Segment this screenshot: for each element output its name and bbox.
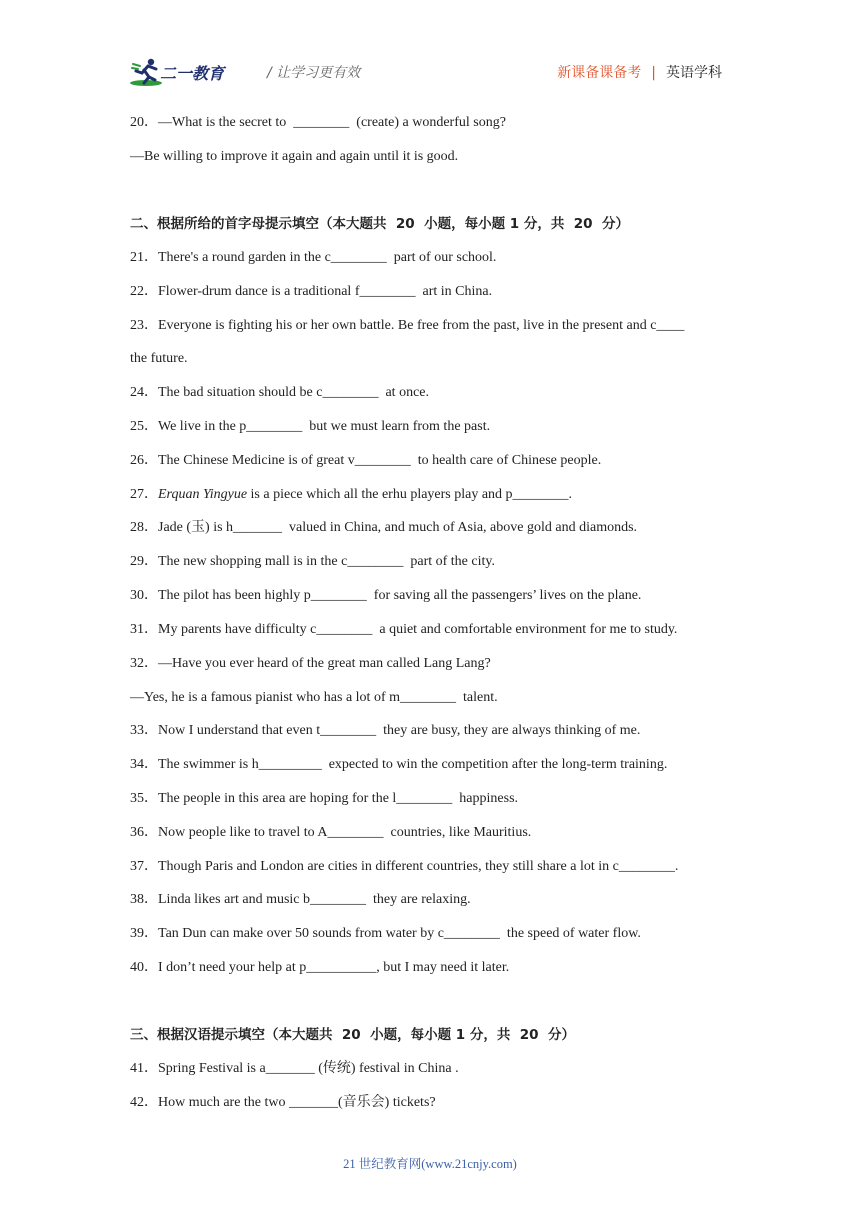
- question-line: 37．Though Paris and London are cities in different countries, they still share a lot in c________.: [130, 859, 679, 874]
- question-line: 20．—What is the secret to ________ (create) a wonderful song?: [130, 115, 506, 130]
- question-line: 32．—Have you ever heard of the great man called Lang Lang?: [130, 656, 491, 671]
- question-line: 41．Spring Festival is a_______ (传统) festival in China .: [130, 1061, 459, 1076]
- page-header: [130, 52, 730, 92]
- question-line: 22．Flower-drum dance is a traditional f________ art in China.: [130, 284, 493, 299]
- question-line: 35．The people in this area are hoping for the l________ happiness.: [130, 791, 519, 806]
- question-line: 33．Now I understand that even t________ they are busy, they are always thinking of me.: [130, 723, 641, 738]
- question-line: —Be willing to improve it again and again until it is good.: [130, 149, 459, 164]
- question-line: 31．My parents have difficulty c________ a quiet and comfortable environment for me to study.: [130, 622, 678, 637]
- question-line: 28．Jade (玉) is h_______ valued in China, and much of Asia, above gold and diamonds.: [130, 520, 638, 535]
- question-line: 39．Tan Dun can make over 50 sounds from water by c________ the speed of water flow.: [130, 926, 641, 941]
- logo-text: 二一教育: [160, 64, 225, 83]
- question-line: 23．Everyone is fighting his or her own battle. Be free from the past, live in the present and c____: [130, 318, 685, 333]
- runner-logo-icon: [130, 56, 242, 88]
- section-heading: 三、根据汉语提示填空（本大题共 20 小题，每小题 1 分，共 20 分）: [130, 1027, 575, 1043]
- question-line: —Yes, he is a famous pianist who has a lot of m________ talent.: [130, 690, 498, 705]
- header-tagline: 新课备课备考: [557, 65, 642, 81]
- question-line: 26．The Chinese Medicine is of great v________ to health care of Chinese people.: [130, 453, 602, 468]
- question-line: 34．The swimmer is h_________ expected to win the competition after the long-term training.: [130, 757, 668, 772]
- question-line: 42．How much are the two _______(音乐会) tickets?: [130, 1095, 436, 1110]
- question-line: 24．The bad situation should be c________ at once.: [130, 385, 429, 400]
- question-line: 25．We live in the p________ but we must learn from the past.: [130, 419, 491, 434]
- header-subject: [557, 62, 722, 82]
- question-line: 30．The pilot has been highly p________ for saving all the passengers’ lives on the plane.: [130, 588, 642, 603]
- question-number: 27．: [130, 487, 158, 502]
- header-subject-label: 英语学科: [666, 65, 722, 81]
- footer: 21 世纪教育网(www.21cnjy.com): [343, 1157, 517, 1171]
- question-text: is a piece which all the erhu players play and p________.: [247, 487, 573, 502]
- question-line: 40．I don’t need your help at p__________, but I may need it later.: [130, 960, 510, 975]
- question-line: 21．There's a round garden in the c________ part of our school.: [130, 250, 497, 265]
- question-line: the future.: [130, 351, 188, 366]
- song-title: Erquan Yingyue: [158, 487, 248, 502]
- question-line: 38．Linda likes art and music b________ they are relaxing.: [130, 892, 471, 907]
- logo: [130, 56, 242, 88]
- slogan: / 让学习更有效: [267, 65, 361, 81]
- question-line: [130, 486, 572, 504]
- question-line: 29．The new shopping mall is in the c________ part of the city.: [130, 554, 495, 569]
- section-heading: 二、根据所给的首字母提示填空（本大题共 20 小题，每小题 1 分，共 20 分）: [130, 216, 629, 232]
- question-line: 36．Now people like to travel to A________ countries, like Mauritius.: [130, 825, 532, 840]
- header-separator: |: [651, 65, 656, 81]
